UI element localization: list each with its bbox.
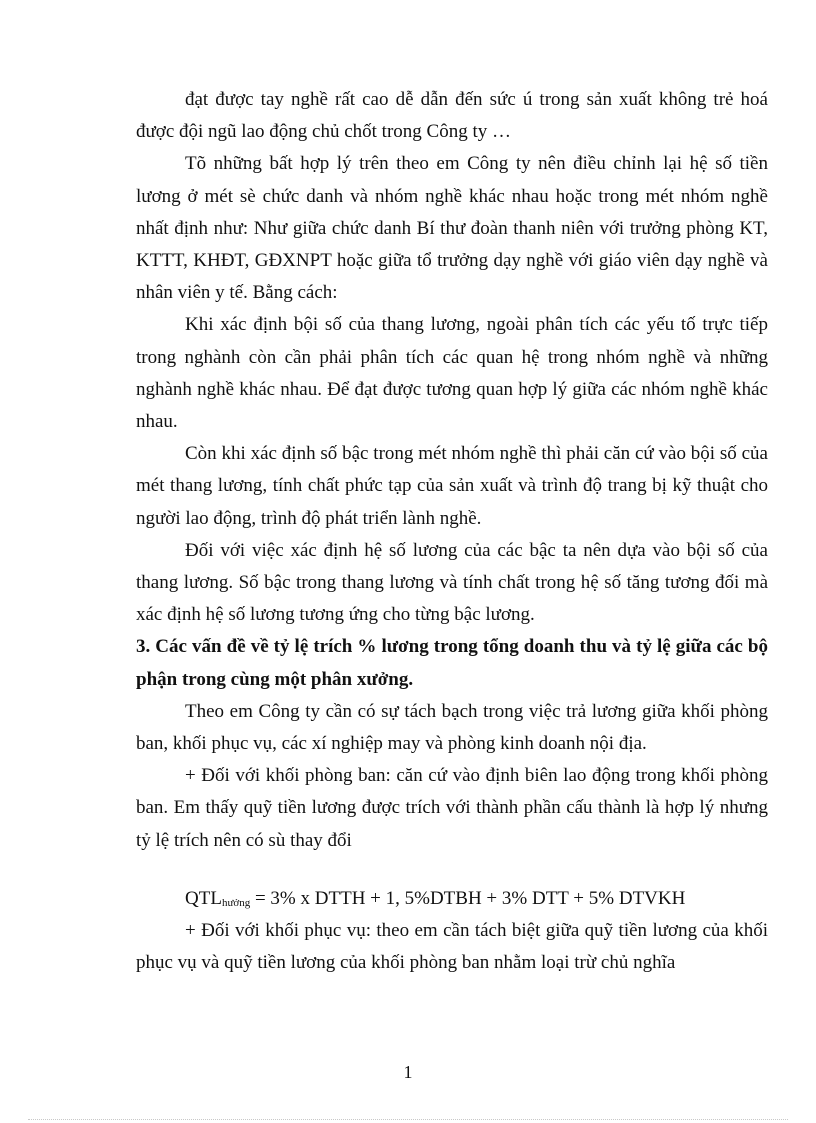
page-number: 1 [403, 1062, 413, 1082]
formula-lhs: QTL [185, 887, 222, 909]
paragraph-grade-count: Còn khi xác định số bậc trong mét nhóm nghề thì phải căn cứ vào bội số của mét thang lương, tính chất phức tạp của sản xuất và trình độ trang bị kỹ thuật cho người lao động, trình độ phát triển lành nghề. [136, 443, 768, 529]
paragraph-service-block: + Đối với khối phục vụ: theo em cần tách biệt giữa quỹ tiền lương của khối phục vụ và quỹ tiền lương của khối phòng ban nhằm loại trừ chủ nghĩa [136, 920, 768, 974]
formula-subscript: hưởng [221, 896, 251, 909]
paragraph-coefficient: Đối với việc xác định hệ số lương của các bậc ta nên dựa vào bội số của thang lương. Số bậc trong thang lương và tính chất trong hệ số tăng tương đối mà xác định hệ số lương tương ứng cho từng bậc lương. [136, 539, 768, 626]
paragraph-separation: Theo em Công ty cần có sự tách bạch trong việc trả lương giữa khối phòng ban, khối phục vụ, các xí nghiệp may và phòng kinh doanh nội địa. [136, 700, 768, 755]
salary-fund-formula [136, 883, 768, 915]
page-bottom-border [28, 1119, 788, 1120]
formula-rhs: = 3% x DTTH + 1, 5%DTBH + 3% DTT + 5% DTVKH [250, 887, 686, 909]
document-body [136, 84, 768, 979]
paragraph-salary-adjustment: Tõ những bất hợp lý trên theo em Công ty nên điều chỉnh lại hệ số tiền lương ở mét sè chức danh và nhóm nghề khác nhau hoặc trong mét nhóm nghề nhất định như: Như giữa chức danh Bí thư đoàn thanh niên với trưởng phòng KT, KTTT, KHĐT, GĐXNPT hoặc giữa tổ trưởng dạy nghề với giáo viên dạy nghề và nhân viên y tế. Bằng cách: [136, 153, 768, 304]
section-heading: 3. Các vấn đề về tỷ lệ trích % lương trong tổng doanh thu và tỷ lệ giữa các bộ phận trong cùng một phân xưởng. [136, 636, 768, 690]
paragraph-pay-scale-multiple: Khi xác định bội số của thang lương, ngoài phân tích các yếu tố trực tiếp trong nghành còn cần phải phân tích các quan hệ trong nhóm nghề và những nghành nghề khác nhau. Để đạt được tương quan hợp lý giữa các nhóm nghề khác nhau. [136, 314, 768, 433]
paragraph-department-block: + Đối với khối phòng ban: căn cứ vào định biên lao động trong khối phòng ban. Em thấy quỹ tiền lương được trích với thành phần cấu thành là hợp lý nhưng tỷ lệ trích nên có sù thay đổi [136, 765, 768, 851]
paragraph-continuation: đạt được tay nghề rất cao dễ dẫn đến sức ú trong sản xuất không trẻ hoá được đội ngũ lao động chủ chốt trong Công ty … [136, 89, 768, 143]
